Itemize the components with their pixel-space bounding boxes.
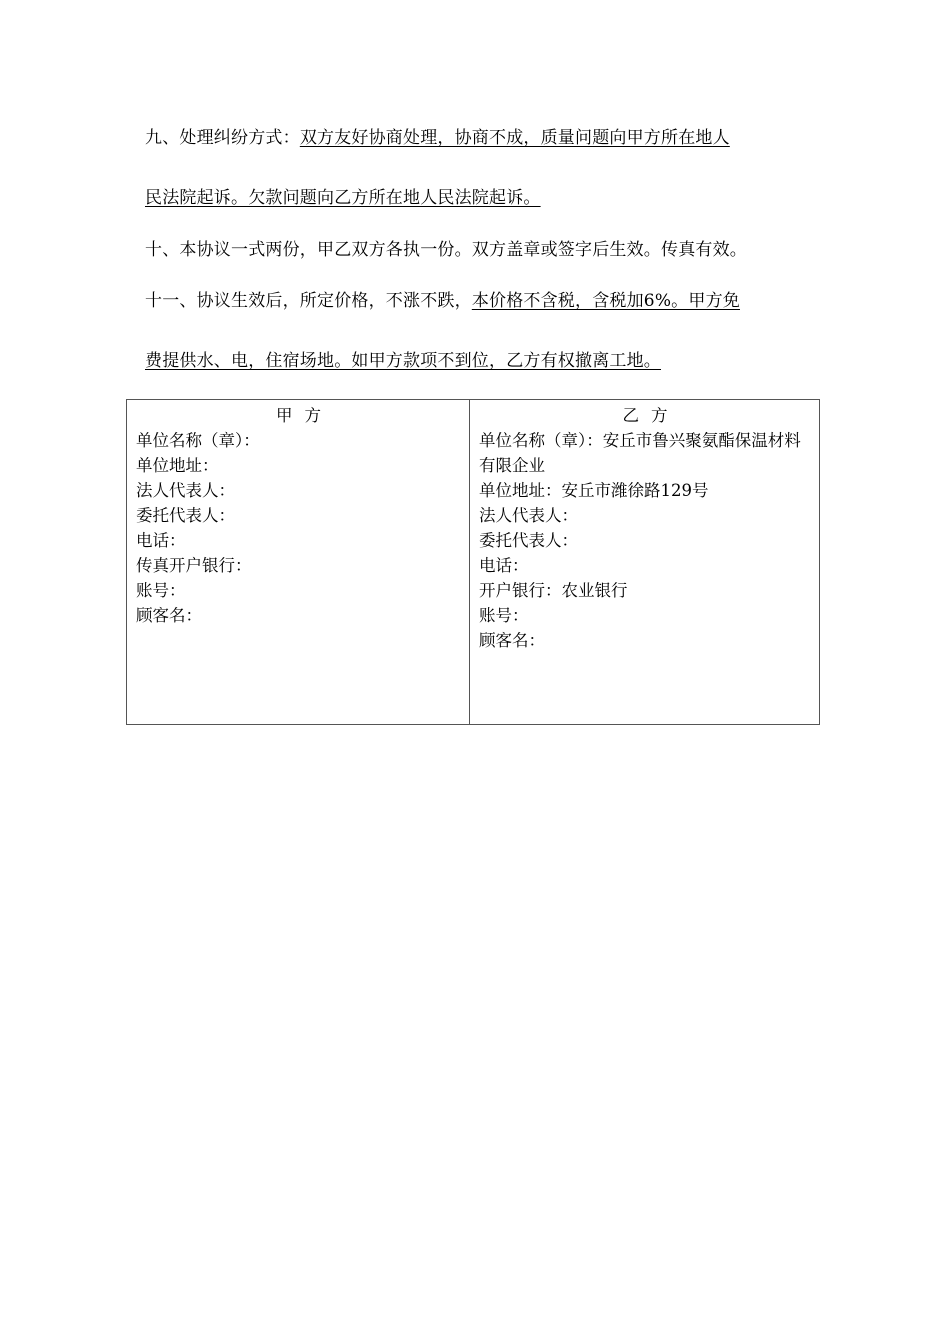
clause-9-title: 九、处理纠纷方式： [145, 128, 300, 148]
party-b-address-field: 单位地址：安丘市潍徐路129号 [479, 481, 709, 500]
party-b-heading: 乙方 [622, 406, 680, 425]
party-b-client-name-field: 顾客名： [479, 631, 545, 650]
party-a-account-field: 账号： [136, 581, 186, 600]
party-a-heading: 甲方 [276, 406, 333, 425]
clause-11-text-underlined-cont: 费提供水、电，住宿场地。如甲方款项不到位，乙方有权撤离工地。 [145, 351, 661, 371]
party-b-name-field: 单位名称（章）：安丘市鲁兴聚氨酯保温材料有限企业 [479, 431, 801, 475]
party-b-agent-field: 委托代表人： [479, 531, 578, 550]
party-a-client-name-field: 顾客名： [136, 606, 202, 625]
party-a-phone-field: 电话： [136, 531, 186, 550]
party-b-bank-field: 开户银行：农业银行 [479, 581, 628, 600]
clause-10-line-1 [145, 239, 747, 261]
clause-10-text: 十、本协议一式两份，甲乙双方各执一份。双方盖章或签字后生效。传真有效。 [145, 240, 747, 260]
party-b-phone-field: 电话： [479, 556, 529, 575]
clause-9-text-underlined: 双方友好协商处理，协商不成，质量问题向甲方所在地人 [299, 128, 730, 148]
clause-11-title: 十一、协议生效后，所定价格，不涨不跌， [145, 291, 472, 311]
party-b-column [470, 400, 819, 724]
clause-11-text-underlined: 本价格不含税，含税加6%。甲方免 [471, 291, 740, 311]
party-a-column [127, 400, 470, 724]
party-a-agent-field: 委托代表人： [136, 506, 235, 525]
party-a-name-field: 单位名称（章）： [136, 431, 260, 450]
clause-11-line-1 [145, 290, 740, 312]
party-b-legal-rep-field: 法人代表人： [479, 506, 578, 525]
party-a-address-field: 单位地址： [136, 456, 219, 475]
party-a-fax-bank-field: 传真开户银行： [136, 556, 252, 575]
clause-9-line-2 [145, 187, 541, 209]
clause-9-text-underlined-cont: 民法院起诉。欠款问题向乙方所在地人民法院起诉。 [145, 188, 541, 208]
signature-table [126, 399, 820, 725]
clause-9-line-1 [145, 127, 730, 149]
clause-11-line-2 [145, 350, 661, 372]
party-b-account-field: 账号： [479, 606, 529, 625]
party-a-legal-rep-field: 法人代表人： [136, 481, 235, 500]
